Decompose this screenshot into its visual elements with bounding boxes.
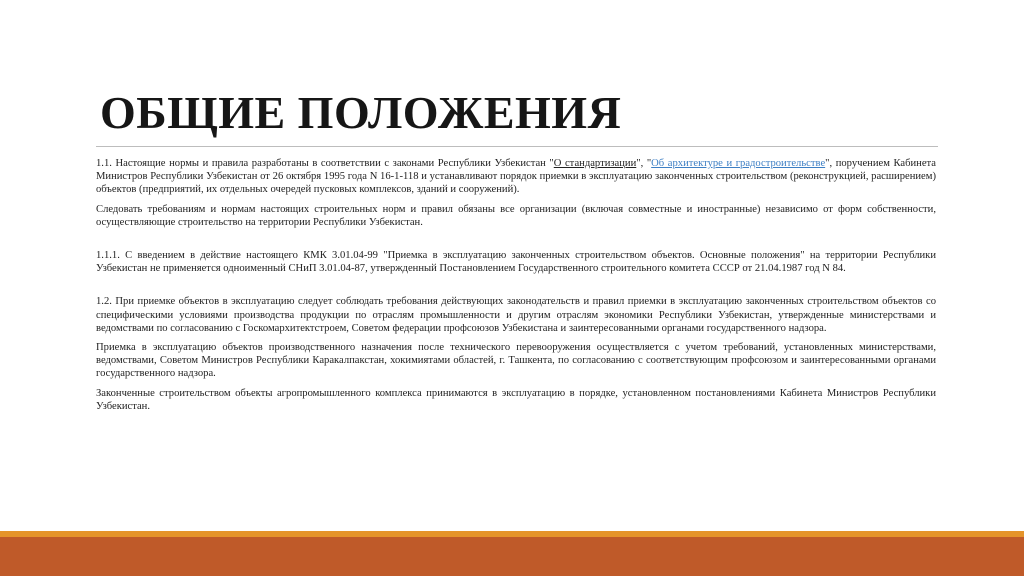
paragraph-agro-industrial: Законченные строительством объекты агропромышленного комплекса принимаются в эксплуатацию в порядке, установленном постановлениями Кабинета Министров Республики Узбекистан. (96, 387, 936, 412)
paragraph-1-1 (96, 157, 936, 197)
footer-stripe-thick (0, 537, 1024, 576)
paragraph-1-1-text-start: 1.1. Настоящие нормы и правила разработаны в соответствии с законами Республики Узбекистан " (96, 158, 554, 169)
link-architecture-law[interactable]: Об архитектуре и градостроительстве (651, 158, 826, 169)
link-standardization-law[interactable]: О стандартизации (553, 158, 637, 169)
slide-body (96, 157, 936, 413)
paragraph-1-1-text-middle: ", " (636, 158, 652, 169)
paragraph-1-1-1: 1.1.1. С введением в действие настоящего КМК 3.01.04-99 "Приемка в эксплуатацию законченных строительством объектов. Основные положения" на территории Республики Узбекистан не применяется одноименный СНиП 3.01.04-87, утвержденный Постановлением Государственного строительного комитета СССР от 21.04.1987 год N 84. (96, 250, 936, 275)
paragraph-1-1-text-end: ", поручением Кабинета Министров Республики Узбекистан от 26 октября 1995 года N 16-1-118 и устанавливают порядок приемки в эксплуатацию законченных строительством (реконструкцией, расширением) объектов (предприятий, их отдельных очередей пусковых комплексов, зданий и сооружений). (96, 158, 937, 196)
paragraph-technical-reequipment: Приемка в эксплуатацию объектов производственного назначения после технического перевооружения осуществляется с учетом требований, установленных министерствами, ведомствами, Советом Министров Республики Каракалпакстан, хокимиятами областей, г. Ташкента, по согласованию с соответствующим профсоюзом и заинтересованными органами государственного надзора. (96, 342, 936, 380)
title-divider (96, 146, 938, 147)
paragraph-organizations: Следовать требованиям и нормам настоящих строительных норм и правил обязаны все организации (включая совместные и иностранные) независимо от форм собственности, осуществляющие строительство на территории Республики Узбекистан. (96, 203, 936, 228)
paragraph-1-2: 1.2. При приемке объектов в эксплуатацию следует соблюдать требования действующих законодательств и правил приемки в эксплуатацию законченных строительством объектов со специфическими условиями производства продукции по отраслям промышленности и другим отраслям экономики Республики Узбекистан, утвержденные министерствами и ведомствами по согласованию с Госкомархитектстроем, Советом федерации профсоюзов Узбекистана и заинтересованными органами государственного надзора. (96, 296, 936, 334)
slide-title: ОБЩИЕ ПОЛОЖЕНИЯ (100, 87, 622, 138)
